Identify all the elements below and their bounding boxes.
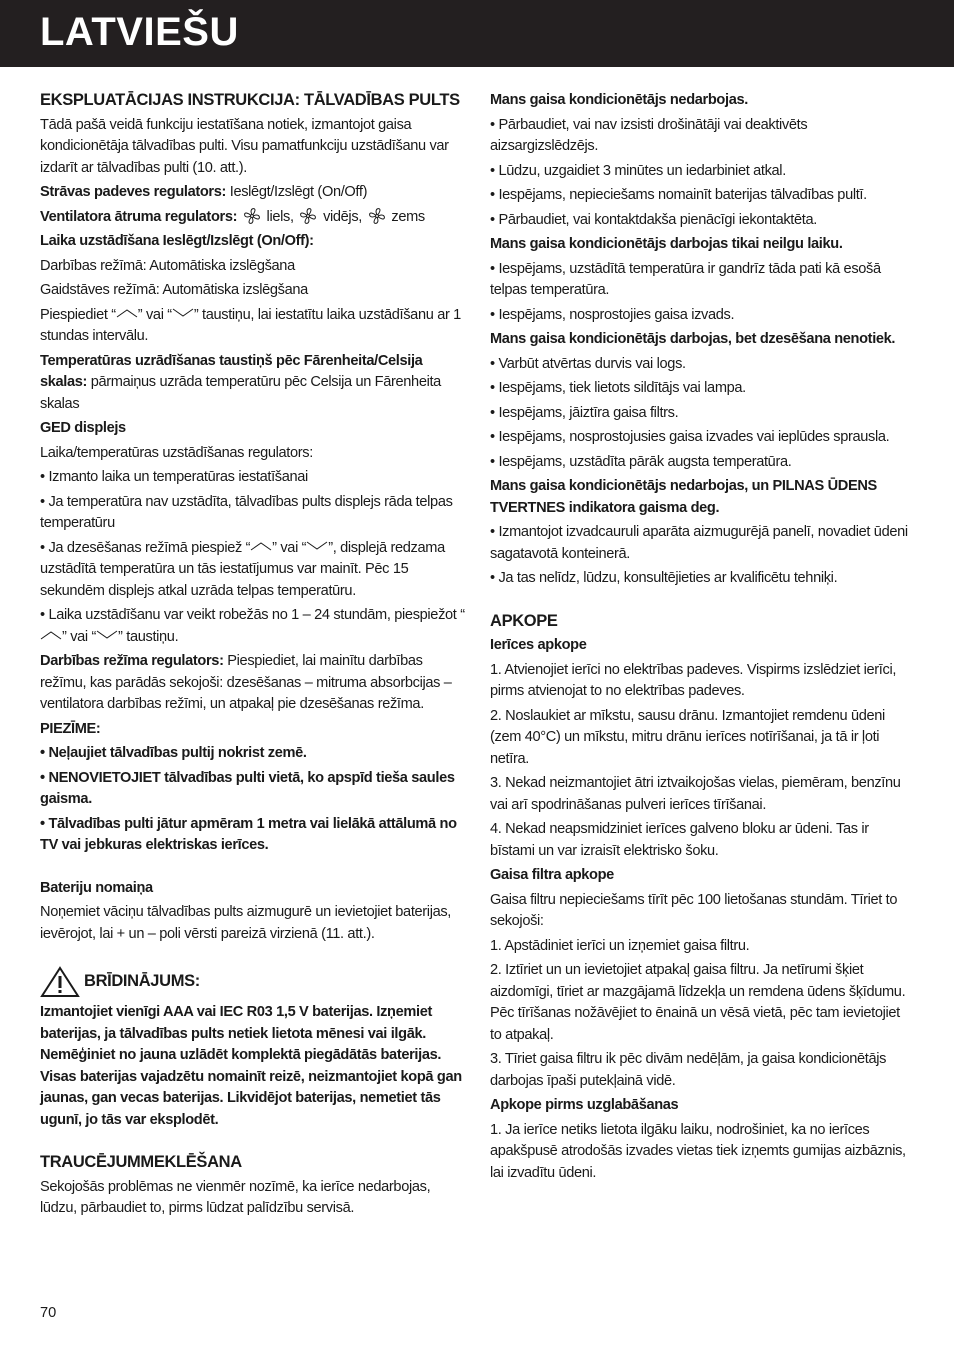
maintenance-heading: APKOPE [490, 611, 558, 630]
problem-bullet: • Iespējams, uzstādītā temperatūra ir gandrīz tāda pati kā esošā telpas temperatūra. [490, 260, 881, 298]
remote-intro: Tādā pašā veidā funkciju iestatīšana notiek, izmantojot gaisa kondicionētāja tālvadības pulti. Visu pamatfunkciju uzstādīšanu var izdarīt ar tālvadības pulti (10. att.). [40, 116, 449, 176]
problem-bullet: • Lūdzu, uzgaidiet 3 minūtes un iedarbiniet atkal. [490, 162, 786, 179]
page-header [0, 0, 954, 67]
filter-care-heading: Gaisa filtra apkope [490, 867, 614, 883]
up-arrow-icon [40, 630, 62, 640]
device-care-step: 2. Noslaukiet ar mīkstu, sausu drānu. Izmantojiet remdenu ūdeni (zem 40°C) un mīkstu, mitru drānu ierīces notīrīšanai, ja tā ir ļoti netīra. [490, 707, 885, 767]
filter-care-step: 2. Iztīriet un un ievietojiet atpakaļ gaisa filtru. Ja netīrumi šķiet aizdomīgi, tīriet ar mazgājamā līdzekļa un remdena ūdens šķīdumu. Pēc tīrīšanas nožāvējiet to ēnainā un vēsā vietā, pēc tam ievietojiet to atpakaļ. [490, 962, 906, 1043]
warning-text: Izmantojiet vienīgi AAA vai IEC R03 1,5 V baterijas. Izņemiet baterijas, ja tālvadības pults netiek lietota mēnesi vai ilgāk. Nemēģiniet no jauna uzlādēt komplektā piegādātās baterijas. Visas baterijas vajadzētu nomainīt reizē, neizmantojiet kopā gan jaunas, gan vecas baterijas. Likvidējot baterijas, nemetiet tās ugunī, jo tās var eksplodēt. [40, 1004, 462, 1128]
page-number: 70 [40, 1305, 57, 1321]
problem-bullet: • Iespējams, nosprostojies gaisa izvads. [490, 306, 735, 323]
filter-care-step: 3. Tīriet gaisa filtru ik pēc divām nedēļām, ja gaisa kondicionētājs darbojas īpaši putekļainā vidē. [490, 1051, 887, 1089]
warning-triangle-icon [40, 966, 80, 998]
device-care-heading: Ierīces apkope [490, 637, 587, 653]
problem-heading: Mans gaisa kondicionētājs darbojas tikai neilgu laiku. [490, 236, 843, 252]
led-display-heading: GED displejs [40, 420, 126, 436]
problem-bullet: • Pārbaudiet, vai kontaktdakša pienācīgi iekontaktēta. [490, 211, 817, 228]
problem-bullet: • Iespējams, nepieciešams nomainīt baterijas tālvadības pultī. [490, 187, 867, 203]
problem-bullet: • Iespējams, uzstādīta pārāk augsta temperatūra. [490, 453, 792, 470]
note-item: • Neļaujiet tālvadības pultij nokrist zemē. [40, 745, 307, 761]
troubleshooting-heading: TRAUCĒJUMMEKLĒŠANA [40, 1153, 242, 1171]
storage-heading: Apkope pirms uzglabāšanas [490, 1097, 679, 1113]
problem-bullet: • Izmantojot izvadcauruli aparāta aizmugurējā panelī, novadiet ūdeni sagatavotā konteinerā. [490, 524, 908, 562]
problem-bullet: • Pārbaudiet, vai nav izsisti drošinātāji vai deaktivēts aizsargizslēdzējs. [490, 116, 808, 154]
fan-medium-icon [299, 207, 317, 225]
note-item: • NENOVIETOJIET tālvadības pulti vietā, ko apspīd tieša saules gaisma. [40, 769, 455, 807]
note-heading: PIEZĪME: [40, 720, 101, 737]
down-arrow-icon [172, 308, 194, 318]
fan-speed-regulator: Ventilatora ātruma regulators: liels, vidējs, zems [40, 208, 425, 225]
language-title: LATVIEŠU [40, 10, 239, 54]
down-arrow-icon [96, 630, 118, 640]
problem-heading: Mans gaisa kondicionētājs nedarbojas. [490, 92, 748, 108]
down-arrow-icon [306, 541, 328, 551]
filter-care-step: 1. Apstādiniet ierīci un izņemiet gaisa filtru. [490, 937, 750, 954]
timer-standby-mode: Gaidstāves režīmā: Automātiska izslēgšana [40, 282, 308, 298]
led-bullet: • Ja temperatūra nav uzstādīta, tālvadības pults displejs rāda telpas temperatūru [40, 493, 453, 531]
device-care-step: 1. Atvienojiet ierīci no elektrības padeves. Vispirms izslēdziet ierīci, pirms atvienojat to no elektrības padeves. [490, 661, 897, 699]
battery-text: Noņemiet vāciņu tālvadības pults aizmugurē un ievietojiet baterijas, ievērojot, lai + un – poli vērsti pareizā virzienā (11. att.). [40, 904, 452, 942]
problem-heading: Mans gaisa kondicionētājs nedarbojas, un PILNAS ŪDENS TVERTNES indikatora gaisma deg. [490, 478, 877, 516]
problem-bullet: • Iespējams, nosprostojusies gaisa izvades vai ieplūdes sprausla. [490, 429, 890, 445]
up-arrow-icon [250, 541, 272, 551]
led-bullet: • Izmanto laika un temperatūras iestatīšanai [40, 469, 308, 485]
problem-bullet: • Iespējams, jāiztīra gaisa filtrs. [490, 404, 679, 421]
led-display-text: Laika/temperatūras uzstādīšanas regulators: [40, 444, 313, 461]
led-bullet: • Laika uzstādīšanu var veikt robežās no 1 – 24 stundām, piespiežot “” vai “ ” taustiņu. [40, 607, 465, 645]
power-regulator: Strāvas padeves regulators: Ieslēgt/Izslēgt (On/Off) [40, 184, 368, 200]
fan-low-icon [368, 207, 386, 225]
storage-step: 1. Ja ierīce netiks lietota ilgāku laiku, nodrošiniet, ka no ierīces apakšpusē atrodošās izvades vietas tiek izņemts gumijas aizbāznis, lai izvadītu ūdeni. [490, 1121, 906, 1181]
device-care-step: 3. Nekad neizmantojiet ātri iztvaikojošas vielas, piemēram, benzīnu vai arī spodrināšanas pulveri ierīces tīrīšanai. [490, 775, 901, 813]
filter-care-text: Gaisa filtru nepieciešams tīrīt pēc 100 lietošanas stundām. Tīriet to sekojoši: [490, 891, 898, 929]
led-bullet: • Ja dzesēšanas režīmā piespiež “ ” vai “ ”, displejā redzama uzstādītā temperatūra un tās iestatījumus var mainīt. Pēc 15 sekundēm displejs atkal uzrāda telpas temperatūru. [40, 539, 445, 599]
battery-heading: Bateriju nomaiņa [40, 879, 153, 896]
fan-high-icon [243, 207, 261, 225]
timer-heading: Laika uzstādīšana Ieslēgt/Izslēgt (On/Off): [40, 233, 314, 249]
remote-instructions-heading: EKSPLUATĀCIJAS INSTRUKCIJA: TĀLVADĪBAS PULTS [40, 91, 460, 109]
note-item: • Tālvadības pulti jātur apmēram 1 metra vai lielākā attālumā no TV vai jebkuras elektriskas ierīces. [40, 815, 457, 853]
timer-instructions: Piespiediet “ ” vai “ ” taustiņu, lai iestatītu laika uzstādīšanu ar 1 stundas intervālu. [40, 306, 461, 344]
mode-regulator: Darbības režīma regulators: Piespiediet, lai mainītu darbības režīmu, kas parādās sekojoši: dzesēšanas – mitruma absorbcijas – ventilatora darbības režīmi, un atpakaļ pie dzesēšanas režīma. [40, 653, 452, 712]
warning-heading: BRĪDINĀJUMS: [40, 966, 465, 998]
timer-run-mode: Darbības režīmā: Automātiska izslēgšana [40, 257, 295, 274]
left-column [40, 90, 465, 1223]
up-arrow-icon [116, 308, 138, 318]
problem-bullet: • Ja tas nelīdz, lūdzu, konsultējieties ar kvalificētu tehniķi. [490, 570, 838, 586]
problem-bullet: • Varbūt atvērtas durvis vai logs. [490, 355, 686, 372]
troubleshooting-intro: Sekojošās problēmas ne vienmēr nozīmē, ka ierīce nedarbojas, lūdzu, pārbaudiet to, pirms lūdzat palīdzību servisā. [40, 1178, 431, 1216]
problem-bullet: • Iespējams, tiek lietots sildītājs vai lampa. [490, 380, 746, 396]
device-care-step: 4. Nekad neapsmidziniet ierīces galveno bloku ar ūdeni. Tas ir bīstami un var izraisīt elektrisko šoku. [490, 821, 869, 859]
problem-heading: Mans gaisa kondicionētājs darbojas, bet dzesēšana nenotiek. [490, 331, 896, 347]
temperature-scale-button: Temperatūras uzrādīšanas taustiņš pēc Fārenheita/Celsija skalas: pārmaiņus uzrāda temperatūru pēc Celsija un Fārenheita skalas [40, 352, 441, 412]
right-column [490, 90, 915, 1187]
